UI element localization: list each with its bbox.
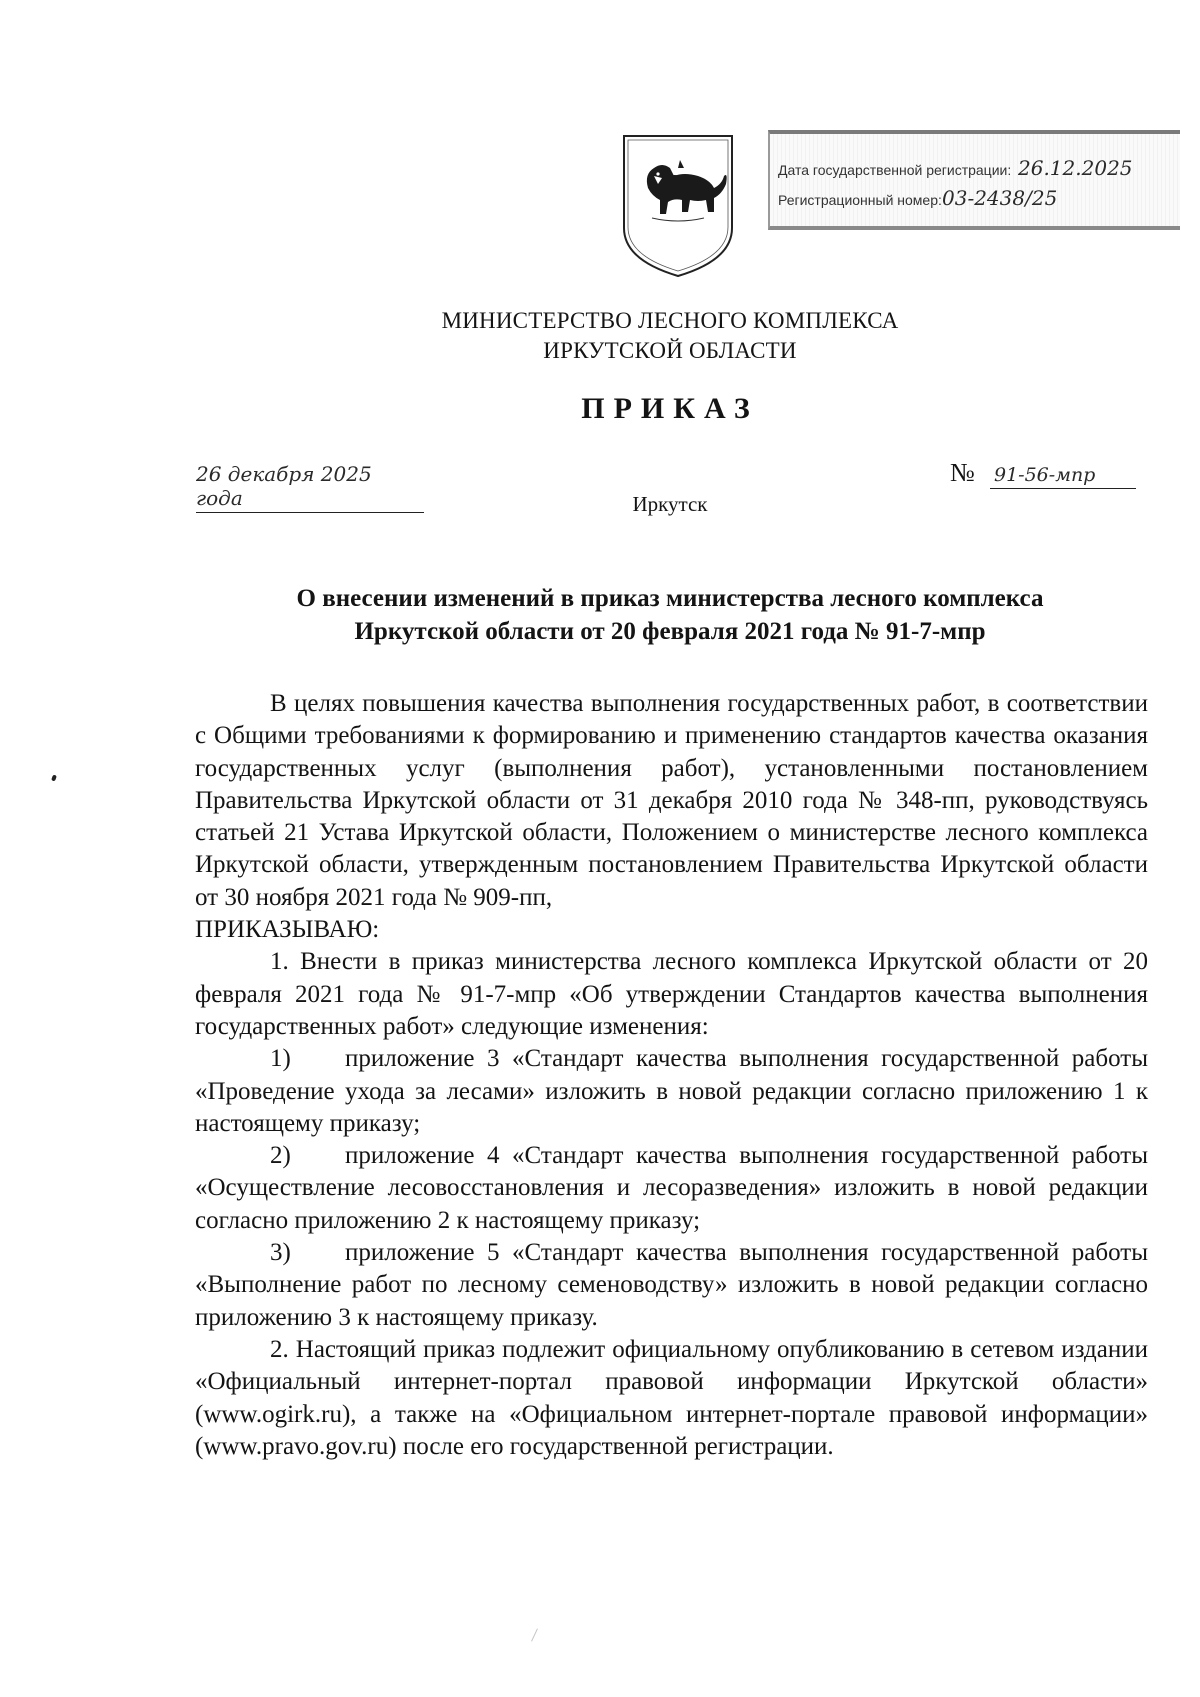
registration-stamp bbox=[768, 130, 1180, 230]
subitem-1-text: приложение 3 «Стандарт качества выполнения государственной работы «Проведение ухода за лесами» изложить в новой редакции согласно приложению 1 к настоящему приказу; bbox=[195, 1045, 1148, 1137]
scan-mark bbox=[531, 1628, 538, 1641]
document-title-line-1: О внесении изменений в приказ министерства лесного комплекса bbox=[296, 585, 1044, 612]
ministry-line-2: ИРКУТСКОЙ ОБЛАСТИ bbox=[543, 338, 797, 363]
stamp-number-label: Регистрационный номер: bbox=[778, 192, 942, 208]
document-body bbox=[195, 688, 1148, 1463]
subitem-3 bbox=[195, 1237, 1148, 1334]
order-number-label: № bbox=[950, 458, 975, 487]
order-date: 26 декабря 2025 года bbox=[196, 462, 424, 513]
stamp-number-value: 03-2438/25 bbox=[942, 186, 1058, 210]
document-title-line-2: Иркутской области от 20 февраля 2021 года № 91-7-мпр bbox=[354, 618, 986, 645]
order-city: Иркутск bbox=[632, 492, 708, 516]
stamp-date-value: 26.12.2025 bbox=[1018, 156, 1133, 180]
ministry-line-1: МИНИСТЕРСТВО ЛЕСНОГО КОМПЛЕКСА bbox=[441, 308, 899, 333]
order-title: ПРИКАЗ bbox=[581, 392, 759, 425]
subitem-1 bbox=[195, 1043, 1148, 1140]
item-2-paragraph: 2. Настоящий приказ подлежит официальному опубликованию в сетевом издании «Официальный интернет-портал правовой информации Иркутской области» (www.ogirk.ru), а также на «Официальном интернет-портале правовой информации» (www.pravo.gov.ru) после его государственной регистрации. bbox=[195, 1335, 1148, 1460]
subitem-3-text: приложение 5 «Стандарт качества выполнения государственной работы «Выполнение работ по лесному семеноводству» изложить в новой редакции согласно приложению 3 к настоящему приказу. bbox=[195, 1239, 1148, 1331]
coat-of-arms-icon bbox=[618, 132, 738, 280]
document-title bbox=[180, 582, 1160, 648]
order-number: 91-56-мпр bbox=[990, 464, 1136, 489]
subitem-3-number: 3) bbox=[270, 1239, 291, 1267]
preamble-paragraph: В целях повышения качества выполнения государственных работ, в соответствии с Общими требованиями к формированию и применению стандартов качества оказания государственных услуг (выполнения работ), установленными постановлением Правительства Иркутской области от 31 декабря 2010 года № 348-пп, руководствуясь статьей 21 Устава Иркутской области, Положением о министерстве лесного комплекса Иркутской области, утвержденным постановлением Правительства Иркутской области от 30 ноября 2021 года № 909-пп, bbox=[195, 690, 1148, 911]
subitem-2-number: 2) bbox=[270, 1142, 291, 1170]
subitem-2-text: приложение 4 «Стандарт качества выполнения государственной работы «Осуществление лесовосстановления и лесоразведения» изложить в новой редакции согласно приложению 2 к настоящему приказу; bbox=[195, 1142, 1148, 1234]
stamp-date-label: Дата государственной регистрации: bbox=[778, 162, 1012, 178]
scan-speck bbox=[51, 774, 57, 781]
subitem-2 bbox=[195, 1140, 1148, 1237]
order-command: ПРИКАЗЫВАЮ: bbox=[195, 916, 380, 944]
item-1-paragraph: 1. Внести в приказ министерства лесного комплекса Иркутской области от 20 февраля 2021 года № 91-7-мпр «Об утверждении Стандартов качества выполнения государственных работ» следующие изменения: bbox=[195, 948, 1148, 1040]
subitem-1-number: 1) bbox=[270, 1045, 291, 1073]
ministry-name bbox=[300, 306, 1040, 366]
